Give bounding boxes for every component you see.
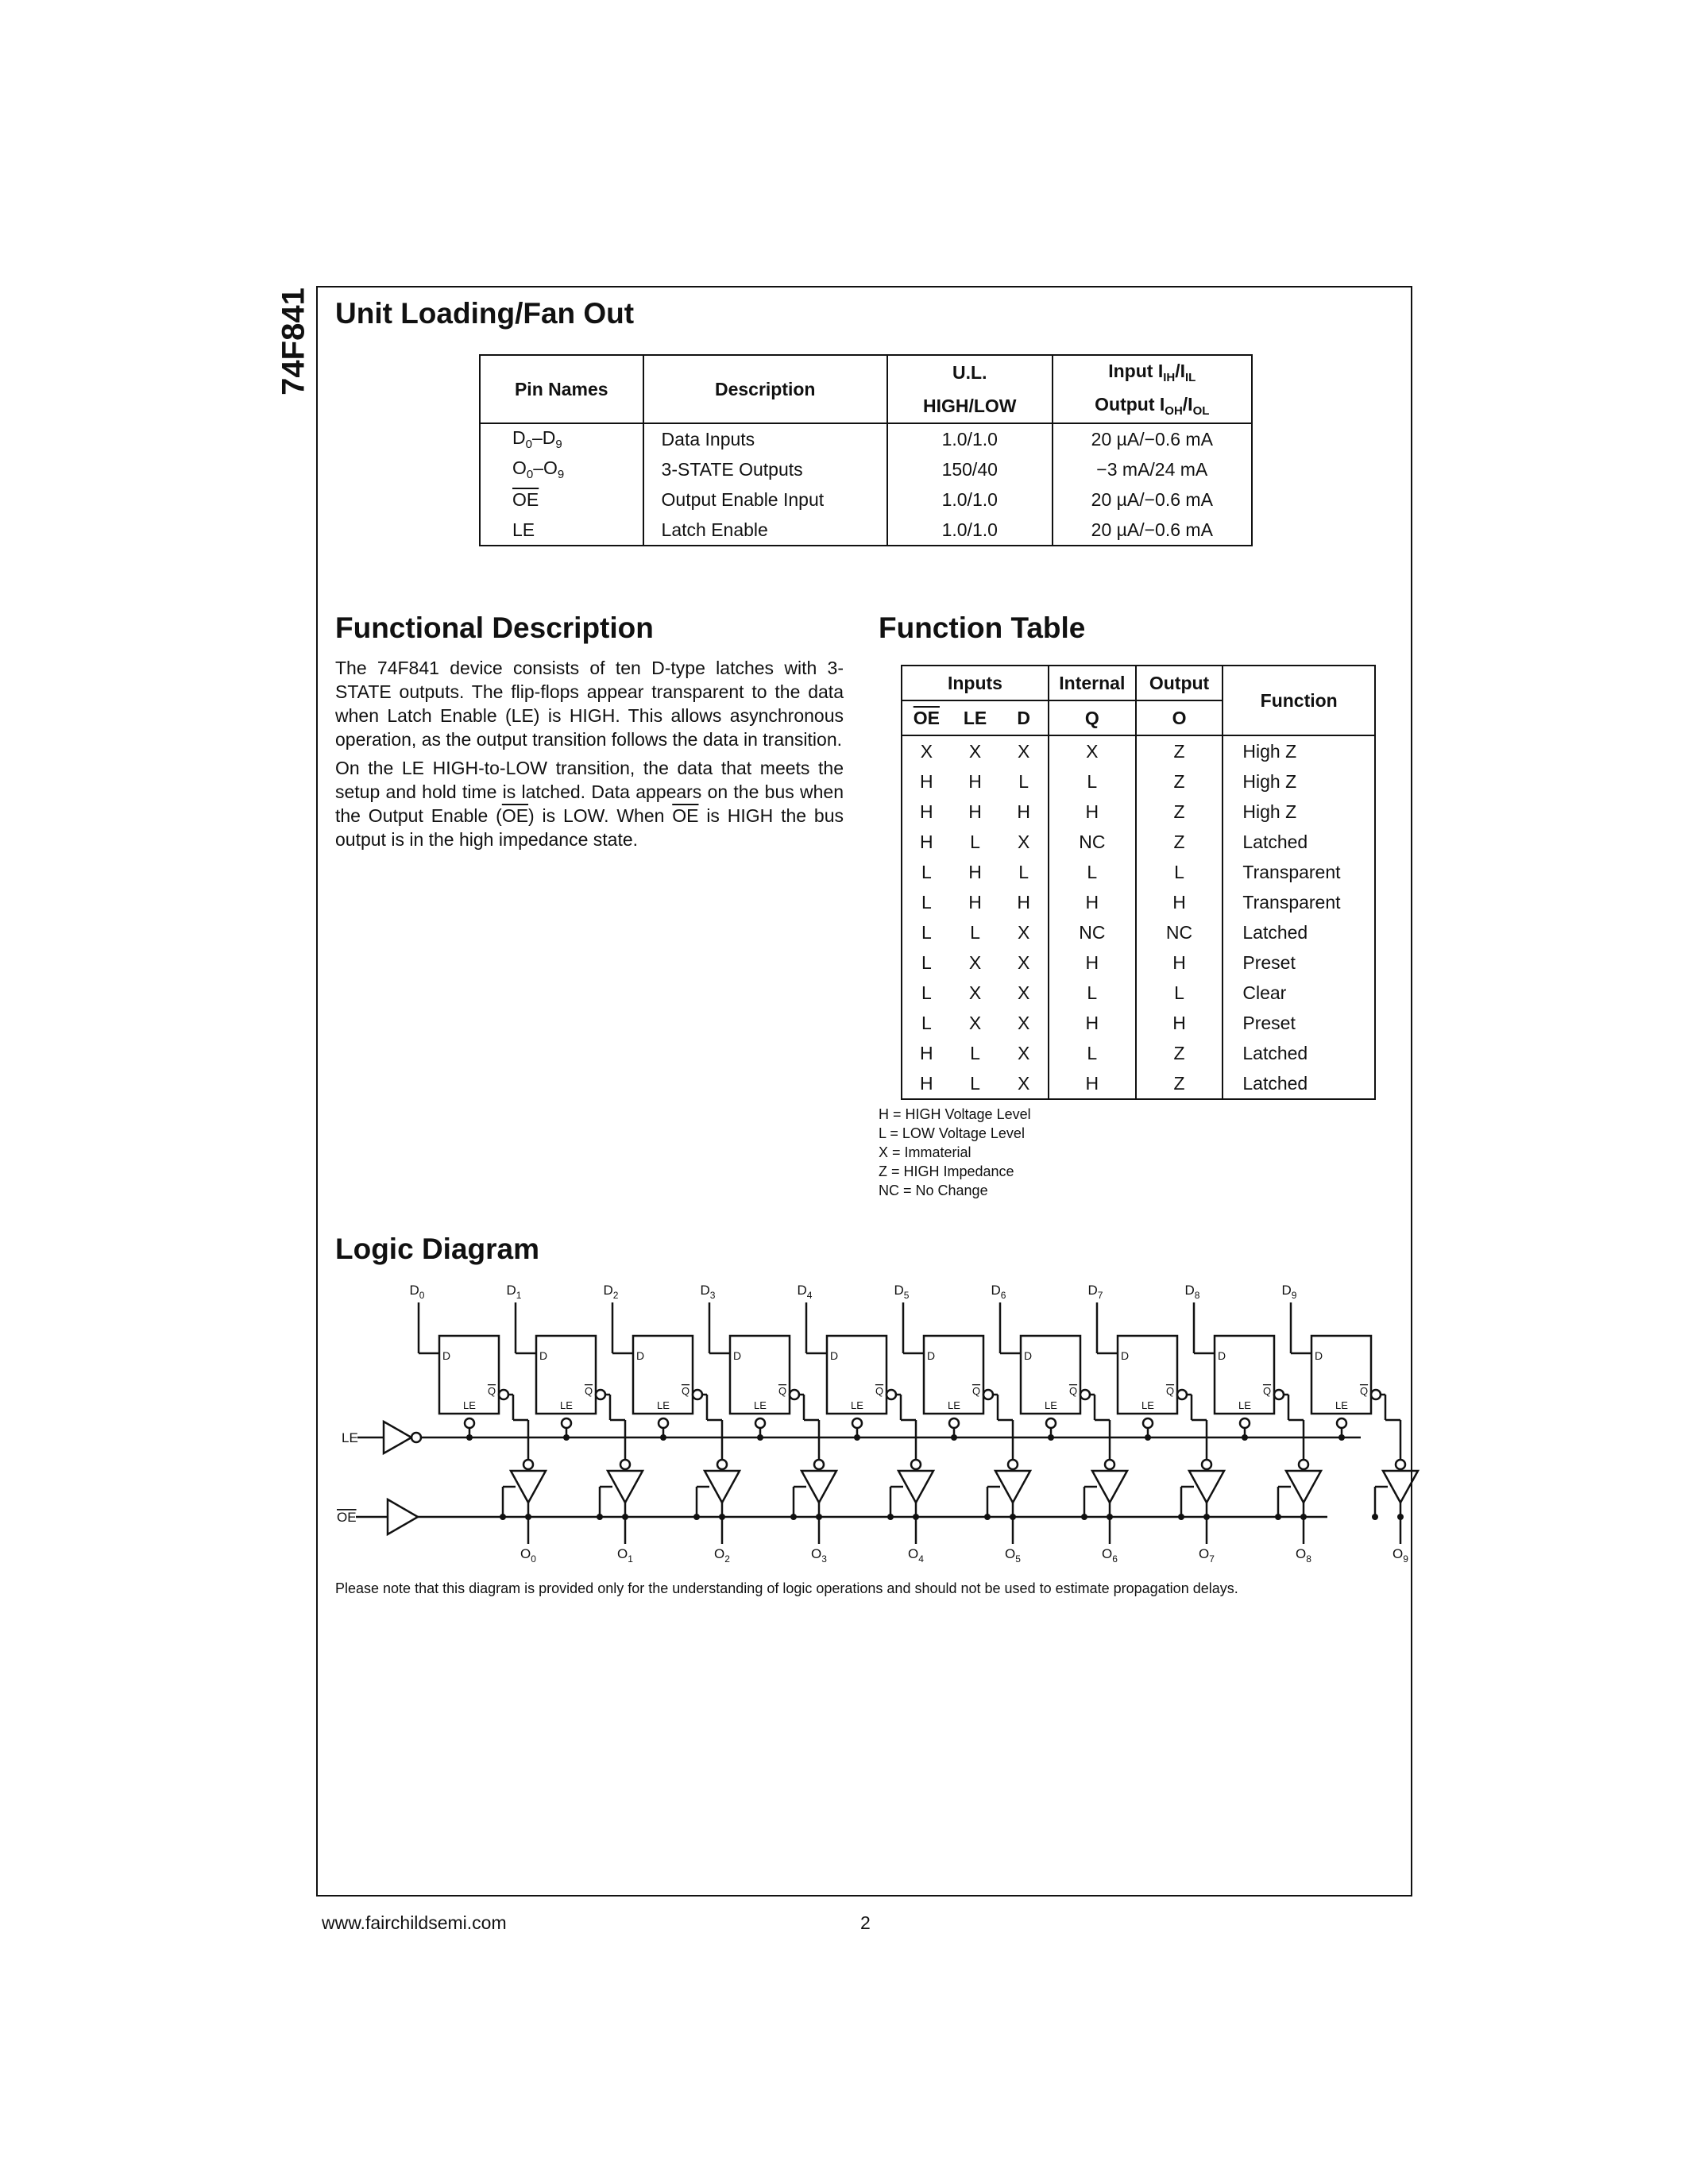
output-label-0: $O_0$ (520, 1546, 536, 1565)
table-cell: H (902, 827, 951, 857)
col-input-current: Input $I_{IH}/I_{IL}$ (1053, 355, 1252, 389)
table-cell: L (970, 1042, 980, 1063)
functional-description-p1: The 74F841 device consists of ten D-type latches with 3-STATE outputs. The flip-flops appear transparent to the data when Latch Enable (LE) is HIGH. This allows asynchronous operation, as the output transition follows the data in transition. (335, 658, 844, 750)
latch-q-label: Q (487, 1385, 496, 1397)
col-q: Q (1049, 700, 1136, 735)
q-bubble (1177, 1390, 1187, 1399)
table-cell: X (968, 951, 982, 973)
table-row (902, 947, 1375, 978)
table-cell: L (902, 947, 951, 978)
latch-le-label: LE (657, 1399, 670, 1411)
table-cell: Transparent (1223, 887, 1375, 917)
latch-q-label: Q (971, 1385, 981, 1397)
tristate-bubble (1008, 1460, 1018, 1469)
q-bubble (693, 1390, 702, 1399)
junction-dot (466, 1434, 473, 1441)
tristate-bubble (1202, 1460, 1211, 1469)
table-row (902, 887, 1375, 917)
junction-dot (1372, 1514, 1378, 1520)
input-label-5: $D_5$ (894, 1283, 910, 1301)
table-cell: Latched (1223, 1038, 1375, 1068)
col-pin-names: Pin Names (480, 355, 643, 423)
col-le: LE (963, 707, 987, 728)
legend-item: NC = No Change (879, 1183, 988, 1198)
tristate-buffer-icon (995, 1471, 1030, 1503)
legend-item: H = HIGH Voltage Level (879, 1106, 1031, 1122)
input-label-2: $D_2$ (603, 1283, 619, 1301)
junction-dot (1081, 1514, 1087, 1520)
table-cell: Latched (1223, 1068, 1375, 1099)
latch-le-label: LE (948, 1399, 960, 1411)
junction-dot (622, 1514, 628, 1520)
le-bubble (1240, 1418, 1250, 1428)
tristate-buffer-icon (1286, 1471, 1321, 1503)
junction-dot (1242, 1434, 1248, 1441)
table-cell: Z (1136, 797, 1223, 827)
table-row: $D_0-D_9$ Data Inputs 1.0/1.0 20 µA/−0.6 mA (480, 423, 1252, 454)
q-bubble (596, 1390, 605, 1399)
table-cell: X (968, 740, 982, 762)
table-cell: L (970, 831, 980, 852)
logic-diagram-title: Logic Diagram (335, 1233, 539, 1265)
latch-q-label: Q (681, 1385, 690, 1397)
junction-dot (719, 1514, 725, 1520)
le-bubble (1046, 1418, 1056, 1428)
junction-dot (757, 1434, 763, 1441)
junction-dot (887, 1514, 894, 1520)
col-ul-bottom: HIGH/LOW (887, 389, 1053, 423)
output-label-3: $O_3$ (811, 1546, 827, 1565)
latch-d-label: D (1121, 1349, 1130, 1362)
table-cell: L (1018, 861, 1029, 882)
junction-dot (1338, 1434, 1345, 1441)
output-label-5: $O_5$ (1005, 1546, 1021, 1565)
le-bubble (562, 1418, 571, 1428)
table-row (902, 735, 1375, 766)
table-cell: L (1136, 857, 1223, 887)
latch-q-label: Q (1165, 1385, 1175, 1397)
input-label-9: $D_9$ (1281, 1283, 1297, 1301)
table-cell: Preset (1223, 1008, 1375, 1038)
table-row (902, 857, 1375, 887)
table-cell: Z (1136, 827, 1223, 857)
input-label-1: $D_1$ (506, 1283, 522, 1301)
footer-url[interactable]: www.fairchildsemi.com (322, 1912, 507, 1933)
le-bubble (659, 1418, 668, 1428)
table-cell: X (902, 735, 951, 766)
logic-diagram-note: Please note that this diagram is provided only for the understanding of logic operations and should not be used to estimate propagation delays. (335, 1580, 1238, 1596)
junction-dot (1178, 1514, 1184, 1520)
output-label-9: $O_9$ (1393, 1546, 1408, 1565)
table-cell: H (1049, 797, 1136, 827)
table-cell: H (1049, 1008, 1136, 1038)
table-cell: X (1018, 831, 1030, 852)
legend-item: Z = HIGH Impedance (879, 1163, 1014, 1179)
table-cell: X (1018, 1072, 1030, 1094)
table-cell: H (1136, 1008, 1223, 1038)
le-inverter-bubble (411, 1433, 421, 1442)
input-label-3: $D_3$ (700, 1283, 716, 1301)
latch-le-label: LE (1141, 1399, 1154, 1411)
table-cell: H (902, 1038, 951, 1068)
table-row (902, 797, 1375, 827)
junction-dot (854, 1434, 860, 1441)
q-bubble (1371, 1390, 1381, 1399)
table-cell: L (1049, 766, 1136, 797)
junction-dot (1010, 1514, 1016, 1520)
table-cell: H (1017, 801, 1030, 822)
tristate-bubble (620, 1460, 630, 1469)
tristate-buffer-icon (1092, 1471, 1127, 1503)
tristate-bubble (1396, 1460, 1405, 1469)
input-label-4: $D_4$ (797, 1283, 813, 1301)
tristate-buffer-icon (898, 1471, 933, 1503)
tristate-buffer-icon (802, 1471, 836, 1503)
table-cell: X (968, 982, 982, 1003)
input-label-6: $D_6$ (991, 1283, 1006, 1301)
table-cell: H (1049, 947, 1136, 978)
latch-d-label: D (733, 1349, 742, 1362)
table-cell: L (1049, 857, 1136, 887)
latch-q-label: Q (778, 1385, 787, 1397)
functional-description-body (335, 656, 844, 856)
table-cell: L (970, 921, 980, 943)
table-cell: X (1018, 951, 1030, 973)
col-oe: $\overline{OE}$ (902, 700, 951, 735)
tristate-bubble (523, 1460, 533, 1469)
junction-dot (597, 1514, 603, 1520)
latch-d-label: D (442, 1349, 451, 1362)
output-label-1: $O_1$ (617, 1546, 633, 1565)
latch-d-label: D (1024, 1349, 1033, 1362)
tristate-bubble (1105, 1460, 1114, 1469)
col-d: D (1017, 707, 1030, 728)
junction-dot (816, 1514, 822, 1520)
logic-diagram (332, 1283, 1408, 1584)
table-cell: H (968, 861, 982, 882)
latch-d-label: D (830, 1349, 839, 1362)
le-bubble (949, 1418, 959, 1428)
table-cell: H (1017, 891, 1030, 913)
table-row: LE Latch Enable 1.0/1.0 20 µA/−0.6 mA (480, 515, 1252, 546)
table-cell: H (902, 766, 951, 797)
q-bubble (1080, 1390, 1090, 1399)
latch-q-label: Q (1359, 1385, 1369, 1397)
junction-dot (984, 1514, 991, 1520)
latch-le-label: LE (1238, 1399, 1251, 1411)
table-cell: NC (1136, 917, 1223, 947)
le-bubble (1337, 1418, 1346, 1428)
function-table-title: Function Table (879, 612, 1086, 644)
latch-le-label: LE (560, 1399, 573, 1411)
table-row (902, 766, 1375, 797)
table-cell: L (902, 857, 951, 887)
unit-loading-table (479, 354, 1253, 546)
le-buffer-icon (384, 1422, 411, 1453)
table-cell: X (968, 1012, 982, 1033)
latch-q-label: Q (584, 1385, 593, 1397)
junction-dot (913, 1514, 919, 1520)
junction-dot (951, 1434, 957, 1441)
table-cell: X (1018, 1012, 1030, 1033)
table-cell: Clear (1223, 978, 1375, 1008)
table-row (902, 917, 1375, 947)
junction-dot (660, 1434, 666, 1441)
junction-dot (1275, 1514, 1281, 1520)
junction-dot (790, 1514, 797, 1520)
tristate-bubble (911, 1460, 921, 1469)
table-cell: H (1136, 887, 1223, 917)
table-cell: L (902, 917, 951, 947)
table-cell: Z (1136, 735, 1223, 766)
junction-dot (1107, 1514, 1113, 1520)
table-cell: L (902, 887, 951, 917)
legend-item: L = LOW Voltage Level (879, 1125, 1025, 1141)
table-cell: High Z (1223, 735, 1375, 766)
unit-loading-title: Unit Loading/Fan Out (335, 297, 635, 330)
col-o: O (1136, 700, 1223, 735)
q-bubble (499, 1390, 508, 1399)
table-cell: L (902, 978, 951, 1008)
latch-le-label: LE (754, 1399, 767, 1411)
junction-dot (525, 1514, 531, 1520)
table-cell: X (1018, 921, 1030, 943)
le-bubble (465, 1418, 474, 1428)
table-row (902, 827, 1375, 857)
q-bubble (983, 1390, 993, 1399)
q-bubble (1274, 1390, 1284, 1399)
latch-le-label: LE (463, 1399, 476, 1411)
table-cell: Preset (1223, 947, 1375, 978)
latch-le-label: LE (851, 1399, 863, 1411)
group-output: Output (1136, 666, 1223, 700)
latch-d-label: D (927, 1349, 936, 1362)
junction-dot (563, 1434, 570, 1441)
table-cell: Z (1136, 1038, 1223, 1068)
junction-dot (1145, 1434, 1151, 1441)
table-cell: H (968, 891, 982, 913)
table-cell: NC (1049, 827, 1136, 857)
table-cell: H (902, 797, 951, 827)
table-cell: NC (1049, 917, 1136, 947)
table-row: $\overline{OE}$ Output Enable Input 1.0/1.0 20 µA/−0.6 mA (480, 484, 1252, 515)
table-cell: H (968, 801, 982, 822)
table-cell: L (970, 1072, 980, 1094)
function-table-legend (879, 1105, 1031, 1200)
table-cell: X (1018, 740, 1030, 762)
function-table (901, 665, 1376, 1100)
table-row (902, 1038, 1375, 1068)
latch-q-label: Q (875, 1385, 884, 1397)
table-row: $O_0-O_9$ 3-STATE Outputs 150/40 −3 mA/24 mA (480, 454, 1252, 484)
latch-le-label: LE (1045, 1399, 1057, 1411)
table-cell: X (1018, 1042, 1030, 1063)
table-cell: L (902, 1008, 951, 1038)
table-cell: H (1049, 887, 1136, 917)
table-cell: H (902, 1068, 951, 1099)
table-cell: H (968, 770, 982, 792)
latch-d-label: D (1315, 1349, 1323, 1362)
table-cell: High Z (1223, 766, 1375, 797)
tristate-buffer-icon (1189, 1471, 1224, 1503)
table-row (902, 1068, 1375, 1099)
q-bubble (886, 1390, 896, 1399)
le-bubble (755, 1418, 765, 1428)
table-cell: L (1049, 978, 1136, 1008)
table-row (902, 978, 1375, 1008)
table-cell: Z (1136, 766, 1223, 797)
oe-buffer-icon (388, 1499, 418, 1534)
latch-q-label: Q (1068, 1385, 1078, 1397)
table-cell: Transparent (1223, 857, 1375, 887)
group-internal: Internal (1049, 666, 1136, 700)
tristate-buffer-icon (608, 1471, 643, 1503)
latch-d-label: D (539, 1349, 548, 1362)
latch-d-label: D (636, 1349, 645, 1362)
latch-le-label: LE (1335, 1399, 1348, 1411)
junction-dot (1203, 1514, 1210, 1520)
page-number: 2 (860, 1912, 871, 1933)
col-description: Description (643, 355, 887, 423)
table-cell: L (1136, 978, 1223, 1008)
table-cell: Latched (1223, 917, 1375, 947)
le-bubble (1143, 1418, 1153, 1428)
junction-dot (1397, 1514, 1404, 1520)
le-input-label: LE (342, 1430, 358, 1445)
table-cell: L (1049, 1038, 1136, 1068)
output-label-2: $O_2$ (714, 1546, 730, 1565)
table-cell: Latched (1223, 827, 1375, 857)
output-label-8: $O_8$ (1296, 1546, 1311, 1565)
junction-dot (1300, 1514, 1307, 1520)
part-number-side-label (270, 286, 318, 397)
output-label-6: $O_6$ (1102, 1546, 1118, 1565)
le-bubble (852, 1418, 862, 1428)
tristate-buffer-icon (705, 1471, 740, 1503)
output-label-7: $O_7$ (1199, 1546, 1215, 1565)
oe-input-label: OE (337, 1510, 357, 1525)
tristate-bubble (1299, 1460, 1308, 1469)
legend-item: X = Immaterial (879, 1144, 971, 1160)
q-bubble (790, 1390, 799, 1399)
table-cell: High Z (1223, 797, 1375, 827)
part-number-text: 74F841 (276, 287, 311, 396)
input-label-0: $D_0$ (409, 1283, 425, 1301)
junction-dot (500, 1514, 506, 1520)
functional-description-title: Functional Description (335, 612, 654, 644)
input-label-8: $D_8$ (1184, 1283, 1200, 1301)
input-label-7: $D_7$ (1087, 1283, 1103, 1301)
table-row (902, 1008, 1375, 1038)
table-cell: Z (1136, 1068, 1223, 1099)
logic-diagram-svg (332, 1283, 1408, 1580)
col-output-current: Output $I_{OH}/I_{OL}$ (1053, 389, 1252, 423)
col-ul-top: U.L. (887, 355, 1053, 389)
table-cell: L (1018, 770, 1029, 792)
table-cell: H (1136, 947, 1223, 978)
group-inputs: Inputs (902, 666, 1049, 700)
latch-d-label: D (1218, 1349, 1226, 1362)
output-label-4: $O_4$ (908, 1546, 924, 1565)
table-cell: X (1049, 735, 1136, 766)
table-cell: X (1018, 982, 1030, 1003)
col-function: Function (1223, 666, 1375, 735)
junction-dot (693, 1514, 700, 1520)
table-cell: H (1049, 1068, 1136, 1099)
tristate-bubble (814, 1460, 824, 1469)
tristate-bubble (717, 1460, 727, 1469)
latch-q-label: Q (1262, 1385, 1272, 1397)
junction-dot (1048, 1434, 1054, 1441)
functional-description-p2: On the LE HIGH-to-LOW transition, the data that meets the setup and hold time is latched. Data appears on the bus when the Output Enable $(\overline{OE})$ is LOW. When $\overline{OE}$ is HIGH the bus output is in the high impedance state. (335, 758, 844, 850)
tristate-buffer-icon (511, 1471, 546, 1503)
